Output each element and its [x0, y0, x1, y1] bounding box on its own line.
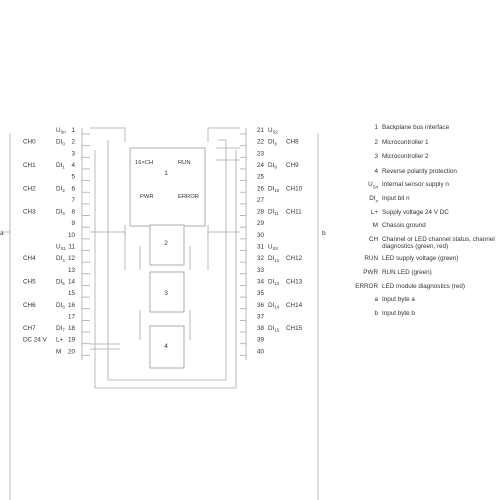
terminal-signal: $DI_4$ — [56, 255, 65, 263]
left-terminal-block — [23, 127, 90, 355]
legend-item — [352, 296, 500, 304]
legend-text: Input bit n — [382, 195, 410, 202]
terminal-signal: $DI_{14}$ — [268, 301, 280, 310]
terminal-number: 27 — [257, 196, 265, 204]
terminal-35 — [240, 290, 265, 297]
channel-label: CH10 — [286, 185, 303, 193]
terminal-signal: $DI_8$ — [268, 138, 277, 147]
terminal-30 — [240, 232, 265, 239]
legend-item — [352, 269, 500, 277]
terminal-number: 19 — [67, 336, 75, 344]
terminal-signal: $DI_{13}$ — [268, 278, 280, 287]
terminal-12 — [23, 255, 90, 263]
terminal-8 — [23, 209, 90, 217]
terminal-signal: $DI_{10}$ — [268, 185, 280, 193]
led-pwr-label: PWR — [140, 194, 154, 200]
terminal-number: 18 — [67, 325, 75, 333]
legend-key: $DI_n$ — [369, 195, 378, 204]
terminal-signal: $DI_{15}$ — [268, 325, 280, 333]
terminal-number: 36 — [257, 301, 265, 309]
terminal-signal: $DI_2$ — [56, 185, 65, 193]
terminal-36 — [240, 302, 303, 310]
terminal-25 — [240, 174, 265, 181]
terminal-signal: L+ — [56, 336, 64, 344]
legend-text: RUN LED (green) — [382, 269, 432, 276]
terminal-number: 5 — [71, 173, 75, 181]
legend-text: Input byte b — [382, 310, 415, 317]
block-1-label: 1 — [164, 170, 168, 177]
terminal-3 — [71, 150, 90, 157]
terminal-number: 24 — [257, 161, 265, 169]
terminal-number: 12 — [67, 255, 75, 263]
terminal-5 — [71, 174, 90, 181]
terminal-23 — [240, 150, 265, 157]
terminal-number: 38 — [257, 325, 265, 333]
legend-key: CH — [368, 235, 378, 243]
terminal-32 — [240, 255, 303, 263]
terminal-22 — [240, 139, 299, 147]
legend-text: Input byte a — [382, 296, 415, 303]
terminal-number: 35 — [257, 290, 265, 298]
terminal-number: 15 — [67, 290, 75, 298]
terminal-13 — [68, 267, 90, 274]
legend-text: Reverse polarity protection — [382, 167, 457, 175]
terminal-6 — [23, 185, 90, 193]
legend-text: LED supply voltage (green) — [382, 255, 459, 262]
terminal-17 — [68, 313, 90, 320]
terminal-number: 3 — [71, 150, 75, 158]
channel-label: CH12 — [286, 255, 303, 263]
terminal-signal: $DI_{11}$ — [268, 208, 279, 217]
terminal-number: 16 — [67, 301, 75, 309]
terminal-number: 34 — [257, 278, 265, 286]
legend-text: Chassis ground — [382, 222, 426, 229]
terminal-signal: $DI_{12}$ — [268, 255, 280, 263]
terminal-signal: $U_{S3}$ — [268, 243, 278, 252]
terminal-29 — [240, 220, 265, 227]
terminal-number: 7 — [71, 196, 75, 204]
legend-item — [352, 181, 500, 191]
terminal-number: 2 — [71, 138, 75, 146]
terminal-16 — [23, 302, 90, 310]
terminal-number: 6 — [71, 185, 75, 193]
terminal-signal: $DI_9$ — [268, 161, 277, 170]
terminal-40 — [240, 348, 265, 355]
legend-item — [352, 153, 500, 161]
channel-label: CH3 — [23, 208, 36, 216]
terminal-signal: $DI_5$ — [56, 278, 65, 287]
legend-text: Internal sensor supply n — [382, 181, 449, 188]
terminal-24 — [240, 162, 299, 170]
channel-label: CH5 — [23, 278, 36, 286]
legend-key: ERROR — [355, 283, 378, 290]
terminal-20 — [56, 348, 90, 355]
legend-text: Supply voltage 24 V DC — [382, 208, 449, 216]
channel-label: DC 24 V — [23, 336, 47, 344]
terminal-number: 37 — [257, 313, 265, 321]
channel-label: CH15 — [286, 325, 303, 333]
terminal-number: 22 — [257, 138, 265, 146]
block-2-label: 2 — [164, 240, 168, 247]
channel-label: CH0 — [23, 138, 36, 146]
terminal-39 — [240, 337, 265, 344]
channel-label: CH11 — [286, 208, 302, 216]
terminal-number: 4 — [71, 161, 75, 169]
legend-key: $U_{Sn}$ — [368, 181, 378, 190]
led-error-label: ERROR — [178, 194, 199, 200]
terminal-signal: $DI_3$ — [56, 208, 65, 217]
led-run-label: RUN — [178, 160, 191, 166]
byte-b-label: b — [322, 230, 326, 237]
terminal-signal: $DI_7$ — [56, 325, 65, 333]
led-16ch-label: 16×CH — [135, 160, 154, 166]
right-terminal-block — [240, 127, 303, 355]
terminal-number: 11 — [68, 243, 75, 251]
legend-key: 2 — [374, 138, 378, 146]
terminal-number: 14 — [67, 278, 75, 286]
terminal-37 — [240, 313, 265, 320]
legend-item — [352, 222, 500, 230]
terminal-33 — [240, 267, 265, 274]
legend-key: b — [374, 310, 378, 317]
legend-key: 1 — [374, 124, 378, 131]
terminal-number: 25 — [257, 173, 265, 181]
channel-label: CH2 — [23, 185, 36, 193]
channel-label: CH1 — [23, 161, 36, 169]
terminal-number: 20 — [67, 348, 75, 356]
channel-label: CH4 — [23, 255, 36, 263]
terminal-number: 29 — [257, 220, 265, 228]
terminal-signal: $U_{Sn}$ — [56, 127, 66, 135]
legend-item — [352, 139, 500, 147]
legend-key: PWR — [363, 269, 378, 276]
legend-key: a — [374, 296, 378, 303]
legend-item — [352, 209, 500, 217]
terminal-number: 9 — [71, 220, 75, 228]
channel-label: CH9 — [286, 161, 299, 169]
legend-item — [352, 124, 500, 132]
legend-text: Backplane bus interface — [382, 124, 450, 131]
legend-text: Microcontroller 1 — [382, 138, 429, 146]
channel-label: CH7 — [23, 325, 36, 333]
terminal-number: 8 — [71, 208, 75, 216]
legend-item — [352, 283, 500, 291]
legend-key: M — [372, 222, 378, 229]
terminal-signal: $DI_6$ — [56, 301, 65, 310]
terminal-26 — [240, 185, 303, 193]
legend-key: RUN — [364, 255, 378, 262]
terminal-27 — [240, 197, 265, 204]
terminal-18 — [23, 325, 90, 333]
terminal-number: 28 — [257, 208, 265, 216]
terminal-19 — [23, 337, 90, 344]
terminal-15 — [68, 290, 90, 297]
legend-text: Microcontroller 2 — [382, 153, 429, 160]
terminal-9 — [71, 220, 90, 227]
terminal-7 — [71, 197, 90, 204]
terminal-number: 21 — [257, 127, 265, 134]
terminal-number: 13 — [67, 266, 75, 274]
terminal-signal: $DI_0$ — [56, 138, 65, 147]
legend-item — [352, 236, 500, 251]
terminal-number: 31 — [257, 243, 265, 251]
byte-a-label: a — [0, 230, 4, 237]
terminal-28 — [240, 209, 302, 217]
channel-label: CH6 — [23, 301, 36, 309]
terminal-number: 10 — [67, 231, 75, 239]
legend-key: 4 — [374, 167, 378, 175]
legend-item — [352, 168, 500, 176]
terminal-number: 30 — [257, 231, 265, 239]
block-3-label: 3 — [164, 290, 168, 297]
channel-label: CH14 — [286, 301, 303, 309]
terminal-number: 1 — [71, 127, 75, 134]
legend-text: Channel or LED channel status, channel diagnostics (green, red) — [382, 235, 495, 251]
terminal-number: 33 — [257, 266, 265, 274]
terminal-signal: M — [56, 348, 62, 356]
terminal-4 — [23, 162, 90, 170]
terminal-number: 23 — [257, 150, 265, 158]
terminal-signal: $U_{S1}$ — [56, 243, 66, 252]
block-4-label: 4 — [164, 343, 168, 350]
terminal-signal: $U_{S2}$ — [268, 127, 278, 135]
legend-item — [352, 310, 500, 318]
terminal-signal: $DI_1$ — [56, 161, 65, 170]
channel-label: CH13 — [286, 278, 303, 286]
channel-label: CH8 — [286, 138, 299, 146]
terminal-10 — [68, 232, 90, 239]
terminal-34 — [240, 278, 303, 286]
terminal-number: 26 — [257, 185, 265, 193]
legend-item — [352, 195, 500, 205]
legend-key: L+ — [370, 208, 378, 216]
terminal-1 — [56, 127, 90, 135]
terminal-number: 17 — [67, 313, 75, 321]
legend-item — [352, 255, 500, 263]
terminal-14 — [23, 278, 90, 286]
legend-text: LED module diagnostics (red) — [382, 283, 465, 290]
terminal-number: 32 — [257, 255, 265, 263]
terminal-number: 40 — [257, 348, 265, 356]
legend-key: 3 — [374, 153, 378, 160]
terminal-number: 39 — [257, 336, 265, 344]
terminal-38 — [240, 325, 303, 333]
terminal-11 — [56, 244, 90, 252]
terminal-2 — [23, 139, 90, 147]
